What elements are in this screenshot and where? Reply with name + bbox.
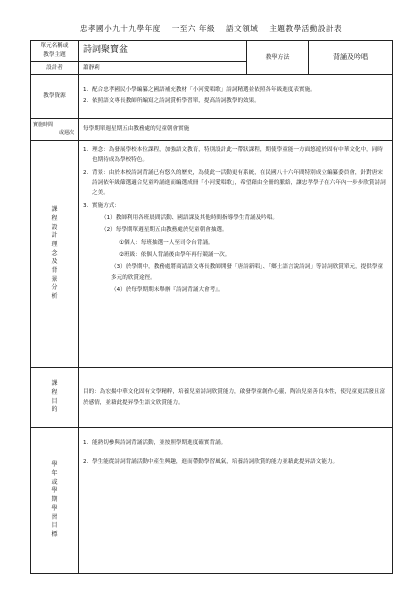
lesson-plan-page: [30, 18, 392, 574]
list-item: 2. 背景：由於本校詩詞背誦已有悠久的歷史，為使此一活動更有系統，在民國八十六年間特別成立編纂委員會，針對唐宋詩詞依年級篩選適合兒童吟誦進而編選成冊「小河愛唱歌」，希望藉由全冊的脈絡，讓忠孝學子在六年內一步步欣賞詩詞之美。: [83, 169, 386, 197]
sub-item: （1）教師利用各班晨間活動、國語課及其他時間指導學生背誦及吟唱。: [101, 215, 278, 222]
page-title: [30, 18, 392, 40]
sub-item: ①個人：每班抽選一人至司令台背誦。: [119, 239, 214, 246]
unit-theme: 詩詞聚寶盆: [79, 41, 247, 62]
list-item: 2. 學生能從詩詞背誦活動中產生興趣，進而帶動學習風氣，培養詩詞欣賞的能力並藉此提昇語文能力。: [83, 458, 339, 465]
philosophy-content: [79, 141, 393, 368]
school-year: 忠孝國小九十九學年度: [79, 24, 161, 33]
list-item: 2. 依照語文專長教師所編寫之詩詞賞析學習單，提高詩詞教學的效果。: [83, 97, 260, 104]
sub-item: （3）於學期中，教務處將商請語文專長教師開發「唐詩新唱」、「鄉土語言說詩詞」等詩詞欣賞單元，提供學童多元的欣賞途徑。: [111, 264, 384, 281]
lesson-plan-table: [30, 40, 393, 574]
sub-item: （2）每學期單週星期五由教務處於兒童朝會抽選。: [101, 227, 228, 234]
unit-label: 單元名稱或 教學主題: [31, 41, 79, 62]
designer-label: 設計者: [31, 62, 79, 75]
form-title: 主題教學活動設計表: [269, 24, 343, 33]
objective-label: 課 程 目 的: [31, 368, 79, 428]
list-item: 3. 實施方式：: [83, 202, 120, 209]
sub-item: ②班級：依個人背誦後由學年再行競誦一次。: [119, 252, 231, 259]
grade-range: 一至六 年級: [171, 24, 216, 33]
resources-content: [79, 75, 393, 119]
implementation-label: 實施時間 或週次: [31, 119, 79, 141]
list-item: 1. 配合忠孝國民小學編纂之國語補充教材「小河愛唱歌」詩詞精選並依照各年級進度表實施。: [83, 86, 316, 93]
philosophy-label: 課 程 設 計 理 念 及 背 景 分 析: [31, 141, 79, 368]
method-label: 教學方法: [247, 41, 309, 75]
list-item: 1. 理念：為發展學校本位課程，加強語文教育，特別設計此一帶狀課程，期使學童能一方面悠遊於固有中華文化中，同時也期待成為學校特色。: [83, 147, 383, 164]
implementation-value: 每學期單週星期五由教務處的兒童朝會實施: [79, 119, 393, 141]
resources-label: 教學資源: [31, 75, 79, 119]
sub-item: （4）於每學期期末舉辦『詩詞背誦大會考』。: [111, 287, 224, 294]
subject-field: 語文領域: [226, 24, 259, 33]
designer-name: 蕭靜莉: [79, 62, 247, 75]
list-item: 1. 能熟切參與詩詞背誦活動，並按照學期進度確實背誦。: [83, 440, 227, 446]
objective-content: 目的：為宏揚中華文化固有文學精粹，培養兒童詩詞欣賞能力，啟發學童創作心靈，陶冶兒童善良本性，使兒童更活潑且富於感情，並藉此提昇學生語文欣賞能力。: [79, 368, 393, 428]
goals-label: 學 年 或 學 期 學 習 目 標: [31, 428, 79, 574]
method-value: 背誦及吟唱: [309, 41, 393, 75]
goals-content: [79, 428, 393, 574]
